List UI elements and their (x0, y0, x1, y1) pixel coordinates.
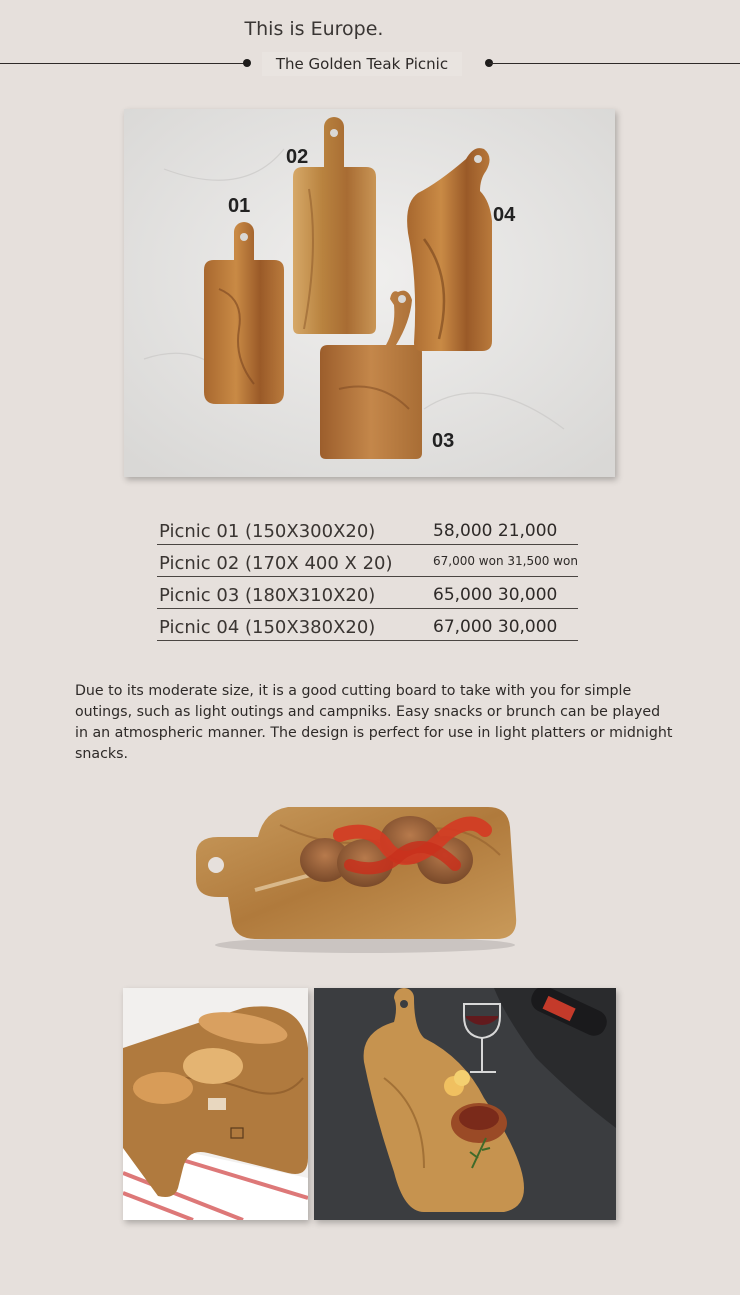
dark-setting-photo (314, 988, 616, 1220)
price-value: 67,000 30,000 (433, 617, 558, 637)
price-row (157, 545, 578, 577)
board-label-04: 04 (493, 204, 516, 226)
board-label-01: 01 (228, 195, 251, 217)
price-name: Picnic 04 (150X380X20) (159, 617, 376, 638)
divider-dot-left (243, 59, 251, 67)
divider-right (489, 63, 740, 64)
subtitle: The Golden Teak Picnic (262, 52, 462, 76)
price-name: Picnic 02 (170X 400 X 20) (159, 553, 393, 574)
price-value: 58,000 21,000 (433, 521, 558, 541)
headline: This is Europe. (244, 18, 384, 40)
price-name: Picnic 03 (180X310X20) (159, 585, 376, 606)
board-label-03: 03 (432, 430, 455, 452)
product-description: Due to its moderate size, it is a good cutting board to take with you for simple outings, such as light outings and campniks. Easy snacks or brunch can be played in an atmospheric manner. The design is perfect for use in light platters or midnight snacks. (75, 683, 673, 762)
skewer-board-photo (190, 795, 525, 955)
bread-board-photo (123, 988, 308, 1220)
divider-left (0, 63, 246, 64)
price-value: 67,000 won 31,500 won (433, 554, 578, 568)
price-value: 65,000 30,000 (433, 585, 558, 605)
price-row (157, 513, 578, 545)
price-row (157, 609, 578, 641)
boards-photo (124, 109, 615, 477)
price-table (157, 513, 578, 641)
price-row (157, 577, 578, 609)
board-label-02: 02 (286, 146, 309, 168)
price-name: Picnic 01 (150X300X20) (159, 521, 376, 542)
